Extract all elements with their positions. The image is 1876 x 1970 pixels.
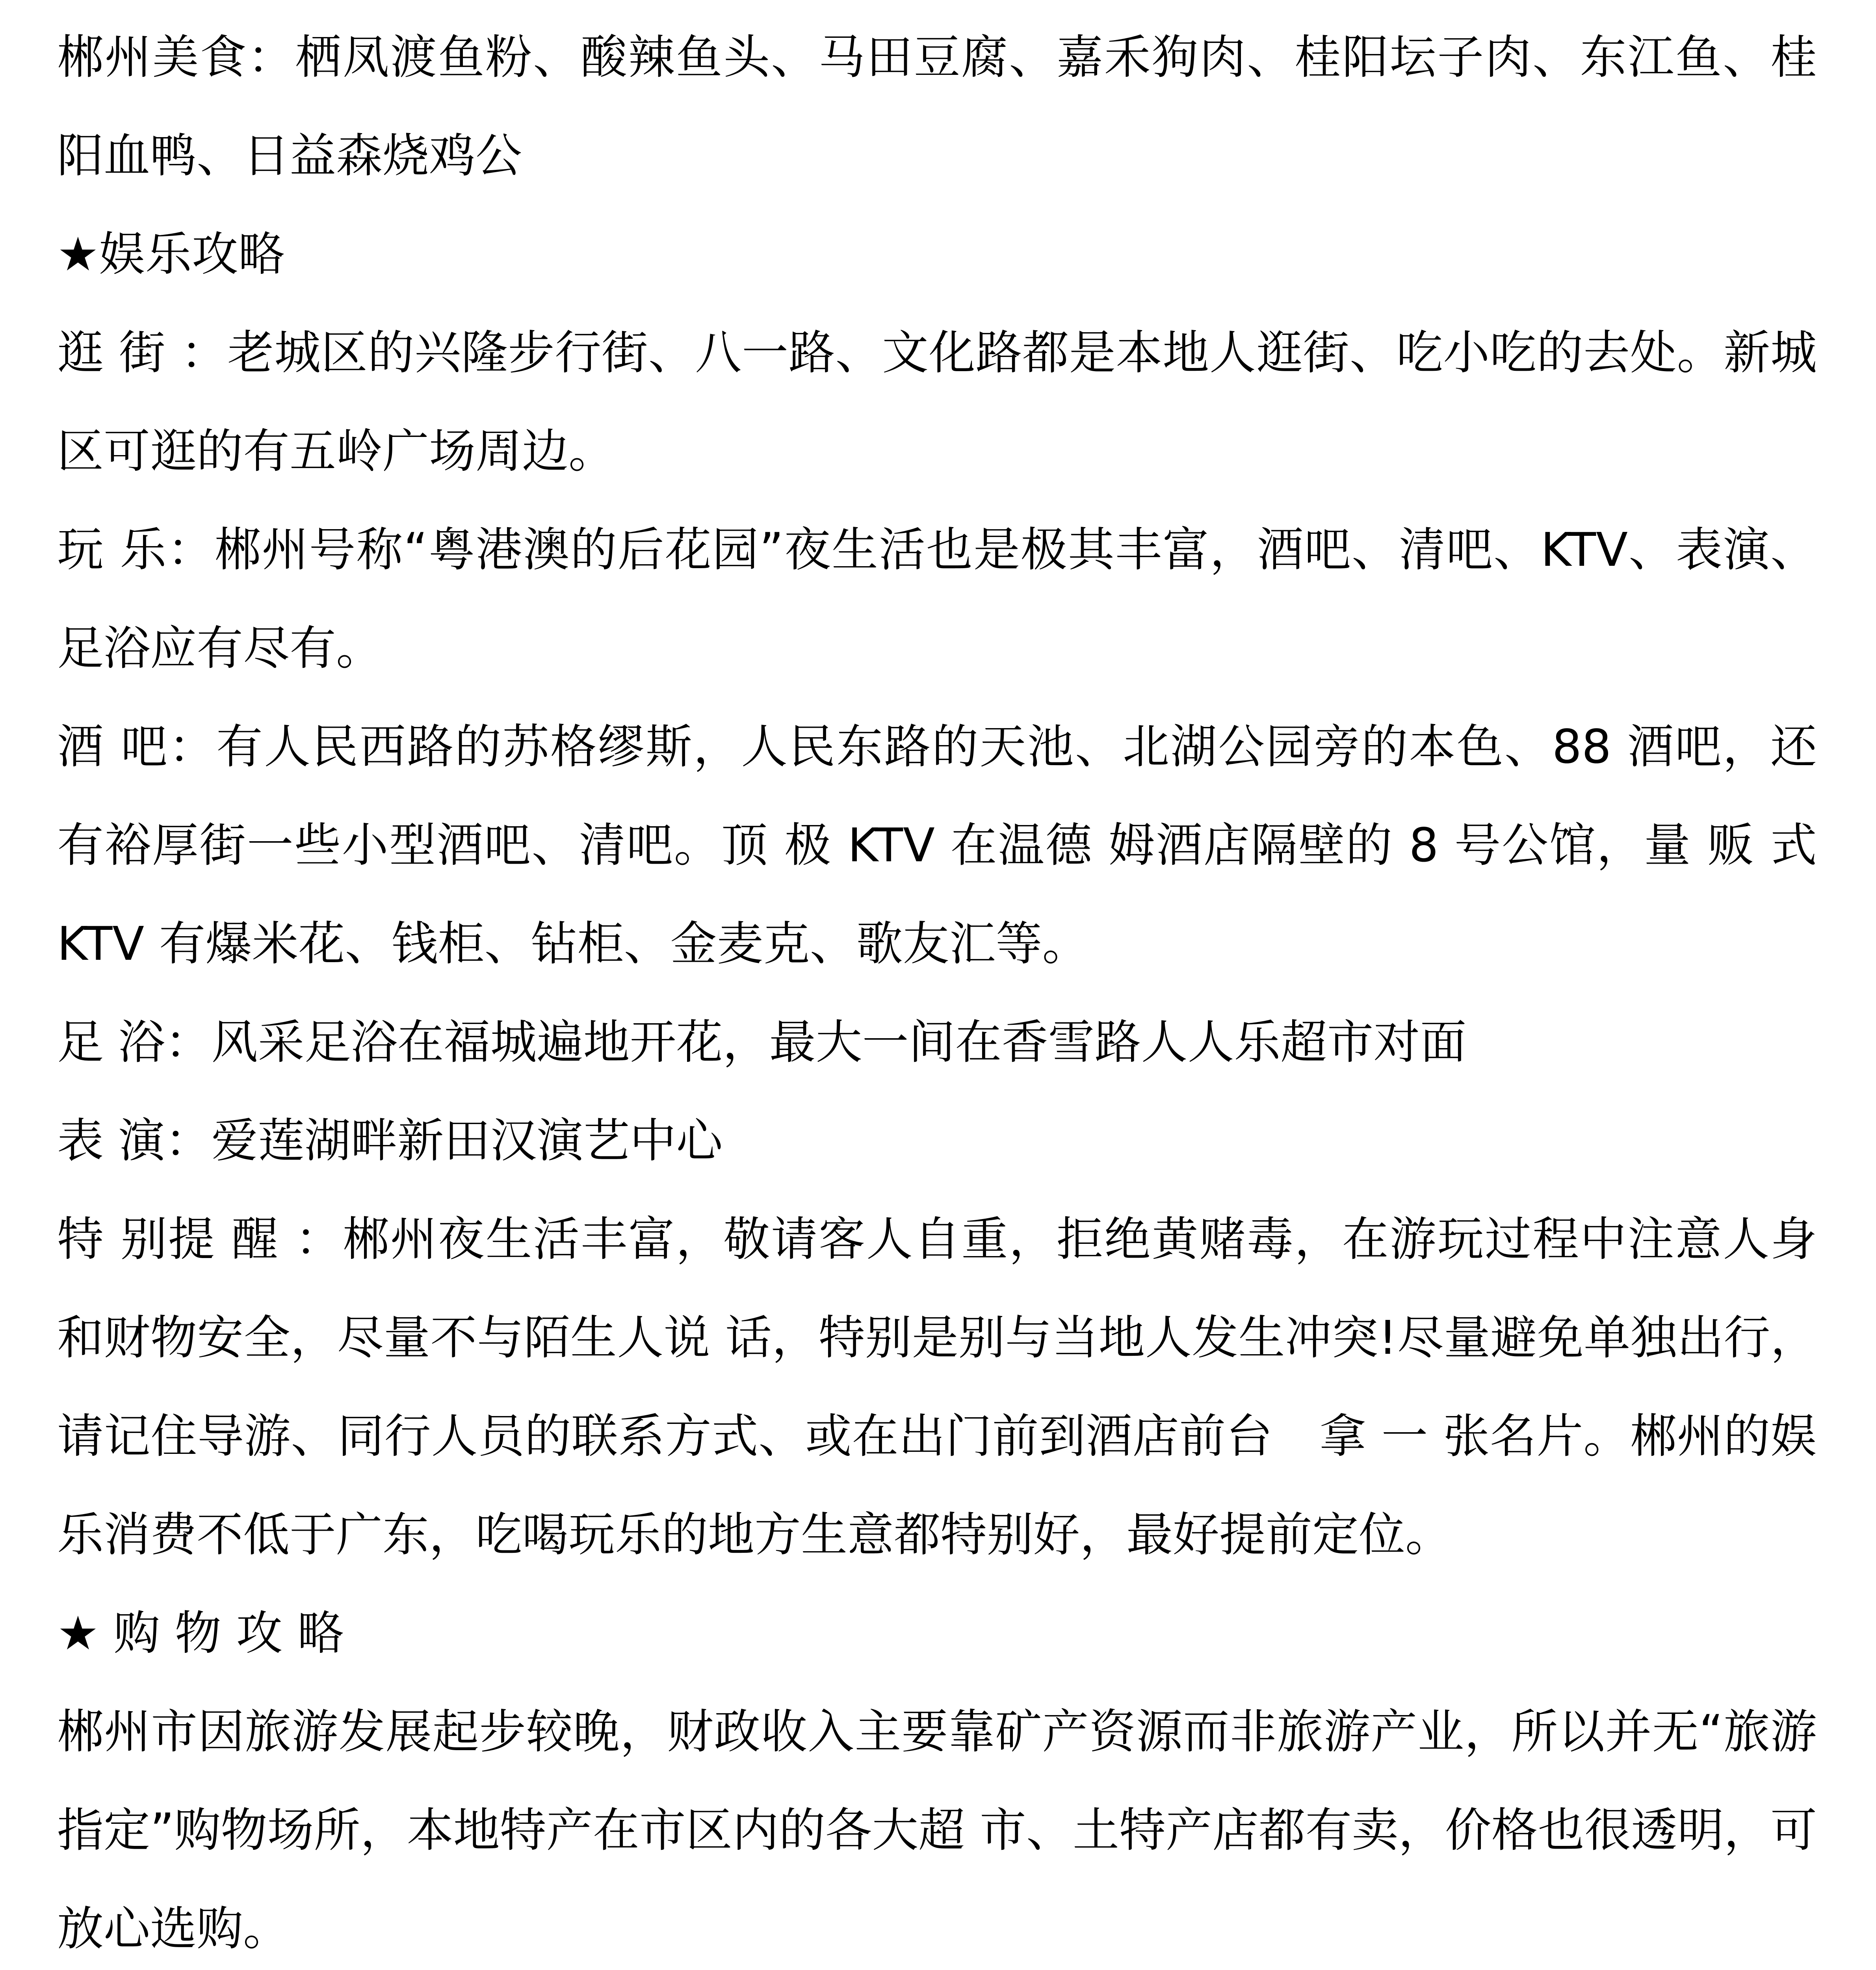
- foot-massage-paragraph: 足 浴：风采足浴在福城遍地开花，最大一间在香雪路人人乐超市对面: [57, 1015, 1467, 1069]
- show-paragraph: 表 演：爱莲湖畔新田汉演艺中心: [57, 1113, 723, 1168]
- play-paragraph: 玩 乐：郴州号称“粤港澳的后花园”夜生活也是极其丰富，酒吧、清吧、KTV、表演、足浴应有尽有。: [57, 522, 1817, 675]
- special-reminder-paragraph: 特 别提 醒 ：郴州夜生活丰富，敬请客人自重，拒绝黄赌毒，在游玩过程中注意人身和财物安全，尽量不与陌生人说 话，特别是别与当地人发生冲突!尽量避免单独出行，请记住导游、同行人员的联系方式、或在出门前到酒店前台 拿 一 张名片。郴州的娱乐消费不低于广东，吃喝玩乐的地方生意都特别好，最好提前定位。: [57, 1212, 1817, 1562]
- entertainment-heading: ★娱乐攻略: [57, 227, 285, 281]
- shopping-heading: ★ 购 物 攻 略: [57, 1606, 344, 1660]
- shopping-street-paragraph: 逛 街 ：老城区的兴隆步行街、八一路、文化路都是本地人逛街、吃小吃的去处。新城区可逛的有五岭广场周边。: [57, 325, 1817, 478]
- bar-paragraph: 酒 吧：有人民西路的苏格缪斯，人民东路的天池、北湖公园旁的本色、88 酒吧，还有裕厚街一些小型酒吧、清吧。顶 极 KTV 在温德 姆酒店隔壁的 8 号公馆，量 贩 式 KTV 有爆米花、钱柜、钻柜、金麦克、歌友汇等。: [57, 719, 1817, 971]
- food-paragraph: 郴州美食：栖凤渡鱼粉、酸辣鱼头、马田豆腐、嘉禾狗肉、桂阳坛子肉、东江鱼、桂阳血鸭、日益森烧鸡公: [57, 30, 1817, 183]
- shopping-paragraph: 郴州市因旅游发展起步较晚，财政收入主要靠矿产资源而非旅游产业，所以并无“旅游指定”购物场所，本地特产在市区内的各大超 市、土特产店都有卖，价格也很透明，可放心选购。: [57, 1704, 1817, 1956]
